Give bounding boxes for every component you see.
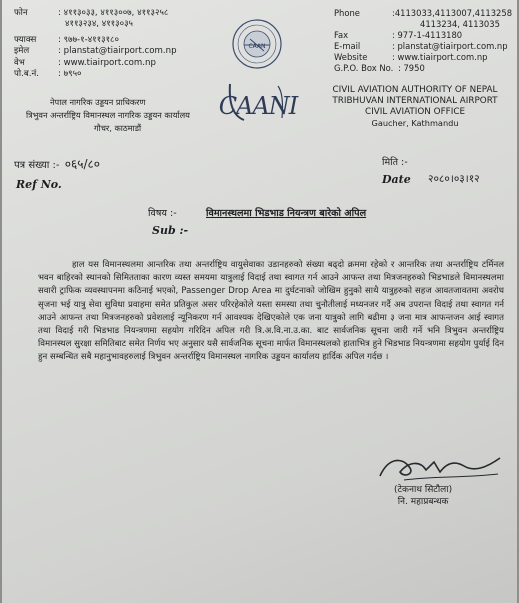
org-line-np-1: नेपाल नागरिक उड्डयन प्राधिकरण [50, 97, 146, 107]
caan-logo [218, 14, 298, 132]
date-label-np: मिति :- [382, 157, 408, 168]
pobox-value-en: : 7950 [398, 63, 425, 73]
web-label-np: वेभ [14, 57, 25, 68]
subject-label-en: Sub :- [152, 224, 189, 237]
email-value-np: : planstat@tiairport.com.np [58, 46, 177, 57]
letter-body: हाल यस विमानस्थलमा आन्तरिक तथा अन्तर्राष्ट्रिय वायुसेवाका उडानहरुको संख्या बढ्दो क्रममा रहेको र आन्तरिक तथा अन्तर्राष्ट्रिय टर्मिनल भवन बाहिरको स्थानको सिमितताका कारण व्यस्त समयमा यात्रुलाई विदाई तथा स्वागत गर्न आउने आफन्त तथा मित्रजनहरुको भिडभाडले विमानस्थलमा सवारी ट्राफिक व्यवस्थापनमा कठिनाई भएको, Passenger Drop Area मा दुर्घटनाको जोखिम हुनुको साथै यात्रुहरुको सहज आवतजावतमा अवरोध सृजना भई यात्रु सेवा सुविधा प्रवाहमा समेत प्रतिकुल असर परिरहेकोले यस्ता समस्या तथा चुनौतीलाई मध्यनजर गर्दै अब उपरान्त विदाई तथा स्वागत गर्न आउने आफन्त तथा मित्रजनहरुको प्रवेशलाई न्यूनिकरण गर्न आवश्यक देखिएकोले एक जना यात्रुको लागि बढीमा ३ जना मात्र आफन्तजन आई स्वागत तथा विदाई गरी भिडभाड नियन्त्रणमा सहयोग गरिदिन अपिल गरी त्रि.अ.वि.ना.उ.का. बाट सार्वजनिक सूचना जारी गर्ने भनि त्रिभुवन अन्तर्राष्ट्रिय विमानस्थल सुरक्षा समितिबाट समेत निर्णय भए अनुसार यसै सार्वजनिक सूचना मार्फत विमानस्थलको हाताभित्र हुने भिडभाड नियन्त्रणमा सहयोग पुर्याई दिन हुन सम्बन्धित सबै महानुभावहरुलाई त्रिभुवन अन्तर्राष्ट्रिय विमानस्थल नागरिक उड्डयन कार्यालय हार्दिक अपिल गर्दछ । [38, 260, 504, 363]
phone-value-np: : ४११३०३३, ४११३००७, ४११३२५८ [58, 8, 169, 18]
signatory-title: नि. महाप्रबन्धक [397, 497, 449, 507]
web-value-np: : www.tiairport.com.np [58, 57, 156, 68]
phone-label-en: Phone [334, 8, 360, 18]
phone-label-np: फोन [14, 8, 28, 18]
date-label-en: Date [382, 173, 411, 186]
org-line-en-2: TRIBHUVAN INTERNATIONAL AIRPORT [332, 96, 498, 106]
pobox-label-en: G.P.O. Box No. [334, 63, 394, 73]
org-line-np-2: त्रिभुवन अन्तर्राष्ट्रिय विमानस्थल नागरिक उड्डयन कार्यालय [26, 110, 190, 120]
pobox-label-np: पो.ब.नं. [14, 69, 39, 80]
phone-value-en: :4113033,4113007,4113258 [392, 8, 513, 18]
org-line-np-3: गौचर, काठमाडौं [94, 123, 142, 133]
email-label-np: इमेल [14, 46, 30, 57]
subject-row [148, 206, 366, 219]
signatory-name: (टेकनाथ सिटौला) [394, 485, 453, 495]
reference-block [14, 155, 100, 172]
org-line-en-1: CIVIL AVIATION AUTHORITY OF NEPAL [332, 85, 498, 95]
header-right-contacts [334, 8, 512, 74]
reference-label-np: पत्र संख्या :- [14, 160, 60, 171]
org-line-en-3: CIVIL AVIATION OFFICE [364, 107, 466, 117]
header-right-org [312, 85, 518, 129]
phone-value-np-2: ४११३२३४, ४११३०३५ [65, 19, 134, 30]
reference-value: ०६५/८० [64, 157, 100, 171]
fax-value-en: : 977-1-4113180 [392, 30, 463, 40]
subject-label-np: विषय :- [148, 208, 177, 219]
fax-value-np: : ९७७-१-४११३१८० [58, 34, 119, 45]
org-line-en-4: Gaucher, Kathmandu [371, 118, 459, 128]
reference-label-en: Ref No. [16, 178, 62, 191]
subject-text: विमानस्थलमा भिडभाड नियन्त्रण बारेको अपिल [206, 208, 367, 219]
signature [374, 448, 506, 484]
caan-seal-icon [218, 14, 298, 132]
phone-value-en-2: 4113234, 4113035 [420, 19, 500, 29]
date-value: २०८०।०३।१२ [428, 173, 480, 185]
fax-label-np: फ्याक्स [14, 34, 37, 45]
pobox-value-np: : ७९५० [58, 69, 82, 80]
header-left-org [26, 96, 190, 135]
email-label-en: E-mail [334, 41, 361, 51]
logo-wordmark: CAANI [218, 92, 298, 120]
email-value-en: : planstat@tiairport.com.np [392, 41, 508, 51]
fax-label-en: Fax [334, 30, 349, 40]
signatory-block [394, 484, 452, 508]
signature-icon [374, 448, 506, 484]
letter-sheet [2, 0, 517, 603]
header-left-contacts [14, 8, 177, 80]
website-value-en: : www.tiairport.com.np [392, 52, 488, 62]
logo-emblem-text: CAAN [248, 43, 266, 50]
website-label-en: Website [334, 52, 368, 62]
